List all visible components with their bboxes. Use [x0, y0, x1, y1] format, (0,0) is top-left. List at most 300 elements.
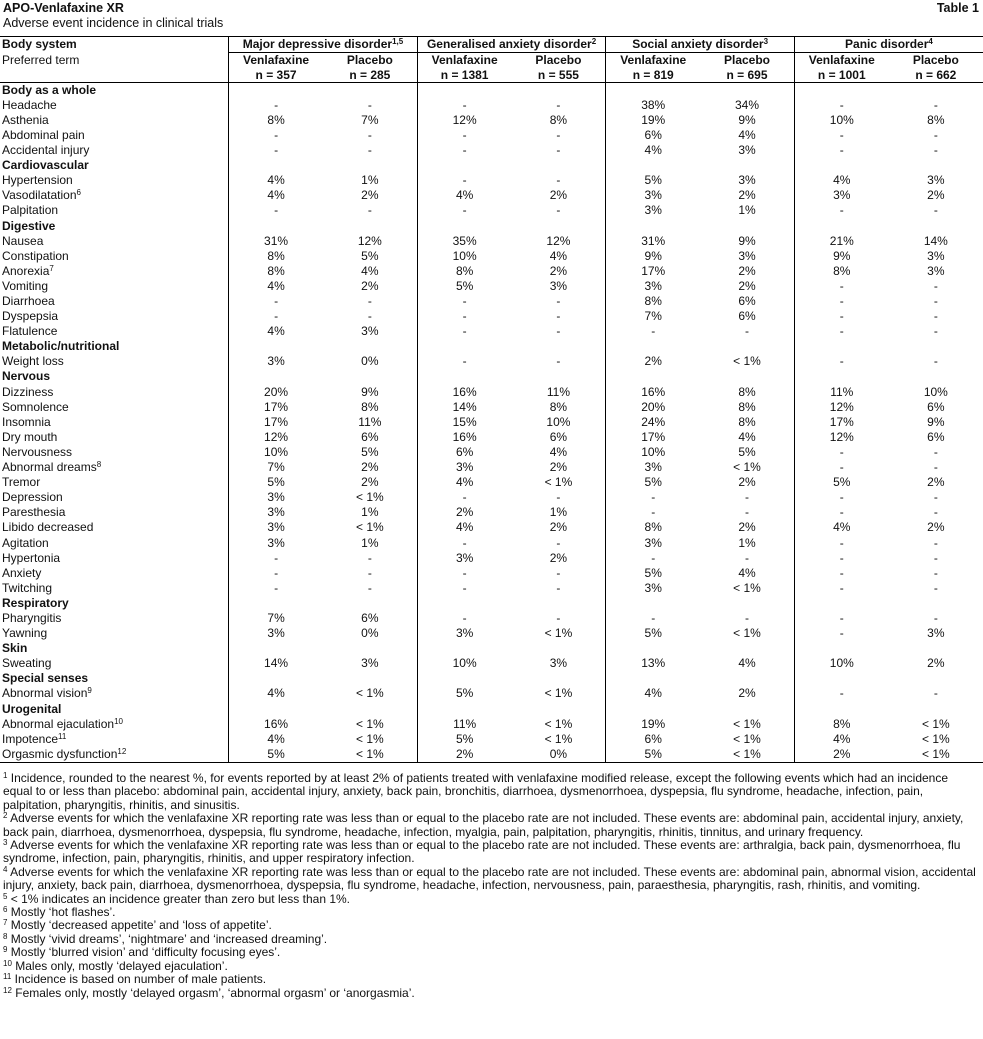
- incidence-value: 9%: [738, 233, 756, 248]
- incidence-value: -: [794, 203, 888, 218]
- empty-cell: [889, 596, 983, 611]
- incidence-value: 3%: [606, 581, 700, 596]
- incidence-value: 10%: [417, 249, 511, 264]
- incidence-value: 3%: [361, 324, 379, 339]
- incidence-value: < 1%: [921, 746, 950, 761]
- preferred-term-header: Preferred term: [2, 52, 80, 67]
- incidence-value: < 1%: [733, 354, 761, 369]
- empty-cell: [889, 219, 983, 234]
- table-row: [0, 173, 983, 188]
- incidence-value: -: [933, 610, 938, 625]
- incidence-value: 3%: [229, 490, 323, 505]
- incidence-value: -: [417, 324, 511, 339]
- empty-cell: [700, 671, 794, 686]
- preferred-term: [0, 490, 229, 505]
- superscript-note: 11: [3, 972, 12, 982]
- incidence-value: 3%: [606, 460, 700, 475]
- table-row: [0, 128, 983, 143]
- incidence-value: 16%: [606, 385, 700, 400]
- incidence-value: 4%: [417, 188, 511, 203]
- empty-cell: [417, 82, 511, 98]
- table-row: [0, 188, 983, 203]
- incidence-value: < 1%: [733, 746, 761, 761]
- term-label: Abdominal pain: [2, 127, 85, 142]
- superscript-note: 3: [3, 838, 8, 848]
- incidence-value: < 1%: [356, 520, 384, 535]
- incidence-value: < 1%: [733, 731, 761, 746]
- incidence-value: -: [794, 611, 888, 626]
- empty-cell: [606, 219, 700, 234]
- incidence-value: -: [794, 445, 888, 460]
- document-header: [3, 1, 980, 30]
- empty-cell: [606, 369, 700, 384]
- section-row: [0, 339, 983, 354]
- incidence-value: -: [933, 203, 938, 218]
- empty-cell: [606, 339, 700, 354]
- table-row: [0, 234, 983, 249]
- document-title: APO-Venlafaxine XR: [3, 1, 124, 15]
- table-row: [0, 536, 983, 551]
- incidence-value: 16%: [417, 385, 511, 400]
- group-header: [606, 37, 795, 53]
- incidence-value: 3%: [794, 188, 888, 203]
- empty-cell: [417, 369, 511, 384]
- footnote-text: Adverse events for which the venlafaxine XR reporting rate was less than or equal to the placebo rate are not included. These events are: abdominal pain, abnormal vision, accidental injury, anxiety, back pain, diarrhoea, dysmenorrhoea, dyspepsia, flu syndrome, headache, infection, nervousness, pain, paraesthesia, pharyngitis, rash, rhinitis, and vomiting.: [3, 864, 976, 893]
- incidence-value: -: [556, 309, 561, 324]
- footnote: [3, 893, 978, 906]
- group-header: [794, 37, 983, 53]
- empty-cell: [323, 702, 417, 717]
- incidence-value: 2%: [549, 263, 568, 278]
- empty-cell: [417, 158, 511, 173]
- preferred-term: [0, 626, 229, 641]
- incidence-value: -: [229, 98, 323, 113]
- preferred-term: [0, 445, 229, 460]
- incidence-value: 4%: [549, 248, 568, 263]
- incidence-value: 17%: [229, 400, 323, 415]
- term-label: Anxiety: [2, 565, 42, 580]
- incidence-value: 4%: [606, 686, 700, 701]
- table-row: [0, 430, 983, 445]
- table-row: [0, 113, 983, 128]
- incidence-value: 3%: [606, 536, 700, 551]
- incidence-value: < 1%: [544, 626, 573, 641]
- empty-cell: [794, 596, 888, 611]
- incidence-value: 8%: [606, 520, 700, 535]
- term-label: Insomnia: [2, 414, 51, 429]
- preferred-term: [0, 279, 229, 294]
- incidence-value: -: [933, 97, 938, 112]
- empty-cell: [229, 596, 323, 611]
- table-row: [0, 566, 983, 581]
- term-label: Abnormal vision: [2, 686, 88, 701]
- table-row: [0, 415, 983, 430]
- incidence-value: 10%: [606, 445, 700, 460]
- table-row: [0, 626, 983, 641]
- preferred-term: [0, 505, 229, 520]
- term-label: Flatulence: [2, 324, 58, 339]
- column-n: n = 819: [606, 68, 700, 83]
- incidence-value: 3%: [606, 188, 700, 203]
- column-header: Placebo: [346, 53, 393, 68]
- superscript-note: 10: [3, 958, 12, 968]
- preferred-term: [0, 203, 229, 218]
- term-label: Libido decreased: [2, 520, 94, 535]
- empty-cell: [323, 596, 417, 611]
- incidence-value: 8%: [794, 717, 888, 732]
- footnote-text: Males only, mostly ‘delayed ejaculation’.: [11, 958, 228, 973]
- incidence-value: 6%: [927, 399, 945, 414]
- incidence-value: < 1%: [733, 460, 761, 475]
- table-row: [0, 385, 983, 400]
- incidence-value: < 1%: [544, 731, 573, 746]
- empty-cell: [229, 82, 323, 98]
- empty-cell: [512, 339, 606, 354]
- incidence-value: -: [417, 143, 511, 158]
- empty-cell: [229, 702, 323, 717]
- table-row: [0, 460, 983, 475]
- incidence-value: -: [794, 460, 888, 475]
- incidence-value: 5%: [794, 475, 888, 490]
- empty-cell: [323, 369, 417, 384]
- incidence-value: 4%: [417, 475, 511, 490]
- incidence-value: -: [794, 279, 888, 294]
- incidence-value: 2%: [738, 263, 756, 278]
- section-row: [0, 641, 983, 656]
- incidence-value: 34%: [734, 97, 760, 112]
- incidence-value: 19%: [606, 113, 700, 128]
- superscript-note: 8: [3, 931, 8, 941]
- incidence-value: 8%: [229, 264, 323, 279]
- incidence-value: 12%: [229, 430, 323, 445]
- table-header: [0, 37, 983, 83]
- term-label: Somnolence: [2, 399, 69, 414]
- term-label: Asthenia: [2, 112, 49, 127]
- incidence-value: 4%: [794, 173, 888, 188]
- incidence-value: 7%: [606, 309, 700, 324]
- incidence-value: -: [794, 505, 888, 520]
- incidence-value: 9%: [361, 384, 379, 399]
- footnote: [3, 987, 978, 1000]
- incidence-value: 2%: [738, 686, 756, 701]
- incidence-value: 3%: [606, 279, 700, 294]
- column-header: Placebo: [535, 53, 582, 68]
- incidence-value: < 1%: [356, 731, 384, 746]
- term-label: Agitation: [2, 535, 49, 550]
- term-label: Pharyngitis: [2, 610, 62, 625]
- incidence-value: < 1%: [356, 490, 384, 505]
- incidence-value: -: [745, 505, 749, 520]
- footnote: [3, 812, 978, 839]
- table-row: [0, 747, 983, 763]
- incidence-value: 4%: [361, 263, 379, 278]
- empty-cell: [700, 82, 794, 98]
- incidence-value: 3%: [549, 278, 568, 293]
- incidence-value: 6%: [549, 429, 568, 444]
- footnote-text: Mostly ‘decreased appetite’ and ‘loss of appetite’.: [7, 918, 272, 933]
- incidence-value: 1%: [361, 505, 379, 520]
- incidence-value: 12%: [794, 400, 888, 415]
- incidence-value: -: [367, 127, 372, 142]
- empty-cell: [229, 158, 323, 173]
- incidence-value: 6%: [738, 294, 756, 308]
- incidence-value: -: [794, 324, 888, 339]
- incidence-value: -: [933, 354, 938, 369]
- empty-cell: [606, 702, 700, 717]
- incidence-value: -: [417, 309, 511, 324]
- incidence-value: 3%: [417, 460, 511, 475]
- incidence-value: -: [417, 173, 511, 188]
- incidence-value: 31%: [606, 234, 700, 249]
- section-row: [0, 671, 983, 686]
- table-row: [0, 505, 983, 520]
- incidence-value: -: [794, 143, 888, 158]
- incidence-value: 5%: [361, 444, 379, 459]
- incidence-value: 14%: [229, 656, 323, 671]
- incidence-value: -: [417, 354, 511, 369]
- section-row: [0, 82, 983, 98]
- group-header-row: [0, 37, 983, 53]
- incidence-value: 5%: [417, 279, 511, 294]
- term-label: Constipation: [2, 248, 69, 263]
- empty-cell: [700, 158, 794, 173]
- incidence-value: 4%: [606, 143, 700, 158]
- preferred-term: [0, 113, 229, 128]
- superscript-note: 7: [3, 918, 8, 928]
- footnote: [3, 906, 978, 919]
- incidence-value: 17%: [606, 264, 700, 279]
- preferred-term: [0, 520, 229, 535]
- term-label: Anorexia: [2, 263, 50, 278]
- incidence-value: -: [606, 490, 700, 505]
- empty-cell: [323, 158, 417, 173]
- superscript-note: 5: [3, 891, 8, 901]
- incidence-value: 4%: [229, 173, 323, 188]
- incidence-value: 2%: [361, 278, 379, 293]
- incidence-value: -: [794, 581, 888, 596]
- empty-cell: [323, 219, 417, 234]
- incidence-value: < 1%: [733, 626, 761, 641]
- incidence-value: 10%: [794, 113, 888, 128]
- empty-cell: [417, 339, 511, 354]
- incidence-value: -: [933, 127, 938, 142]
- preferred-term: [0, 324, 229, 339]
- incidence-value: -: [229, 203, 323, 218]
- empty-cell: [512, 158, 606, 173]
- incidence-value: 11%: [358, 414, 382, 429]
- adverse-events-table: [0, 36, 983, 763]
- incidence-value: 2%: [606, 354, 700, 369]
- empty-cell: [512, 702, 606, 717]
- incidence-value: -: [933, 324, 938, 339]
- table-row: [0, 400, 983, 415]
- column-n: n = 357: [229, 68, 323, 83]
- footnote-text: Females only, mostly ‘delayed orgasm’, ‘abnormal orgasm’ or ‘anorgasmia’.: [11, 985, 415, 1000]
- incidence-value: 5%: [606, 747, 700, 763]
- incidence-value: 9%: [606, 249, 700, 264]
- incidence-value: 2%: [927, 656, 945, 671]
- empty-cell: [889, 702, 983, 717]
- incidence-value: 8%: [549, 112, 568, 127]
- section-row: [0, 702, 983, 717]
- footnotes: [3, 772, 978, 1000]
- section-name: Special senses: [2, 671, 89, 686]
- empty-cell: [512, 82, 606, 98]
- empty-cell: [794, 339, 888, 354]
- incidence-value: 7%: [229, 611, 323, 626]
- section-name: Body as a whole: [2, 82, 97, 97]
- preferred-term: [0, 385, 229, 400]
- empty-cell: [606, 641, 700, 656]
- footnote-text: Mostly ‘blurred vision’ and ‘difficulty focusing eyes’.: [7, 945, 281, 960]
- incidence-value: 2%: [417, 505, 511, 520]
- table-row: [0, 656, 983, 671]
- incidence-value: -: [417, 294, 511, 309]
- document-subtitle: Adverse event incidence in clinical trials: [3, 16, 224, 30]
- incidence-value: 5%: [229, 475, 323, 490]
- footnote-text: Mostly ‘vivid dreams’, ‘nightmare’ and ‘increased dreaming’.: [7, 931, 328, 946]
- incidence-value: < 1%: [733, 716, 761, 731]
- term-label: Nausea: [2, 233, 44, 248]
- preferred-term: [0, 249, 229, 264]
- incidence-value: 1%: [549, 505, 568, 520]
- incidence-value: -: [606, 324, 700, 339]
- incidence-value: 35%: [417, 234, 511, 249]
- term-label: Tremor: [2, 475, 41, 490]
- empty-cell: [889, 671, 983, 686]
- incidence-value: 3%: [738, 248, 756, 263]
- empty-cell: [889, 339, 983, 354]
- incidence-value: 2%: [549, 460, 568, 475]
- incidence-value: 3%: [229, 626, 323, 641]
- incidence-value: 3%: [229, 520, 323, 535]
- table-row: [0, 551, 983, 566]
- incidence-value: 2%: [927, 188, 945, 203]
- incidence-value: 5%: [606, 566, 700, 581]
- incidence-value: -: [933, 294, 938, 308]
- footnote-text: Adverse events for which the venlafaxine XR reporting rate was less than or equal to the placebo rate are not included. These events are: abdominal pain, accidental injury, anxiety, back pain, diarrhoea, dysmenorrhoea, dyspepsia, flu syndrome, headache, infection, myalgia, pain, palpitation, pharyngitis, rhinitis, tinnitus, and urinary frequency.: [3, 811, 964, 839]
- incidence-value: -: [367, 97, 372, 112]
- incidence-value: < 1%: [356, 746, 384, 761]
- incidence-value: < 1%: [544, 475, 573, 490]
- group-header-label: Generalised anxiety disorder: [426, 37, 592, 51]
- empty-cell: [229, 641, 323, 656]
- incidence-value: -: [367, 143, 372, 158]
- term-label: Paresthesia: [2, 505, 66, 520]
- incidence-value: 2%: [927, 520, 945, 535]
- incidence-value: 4%: [549, 444, 568, 459]
- preferred-term: [0, 309, 229, 324]
- superscript-note: 10: [114, 716, 123, 726]
- table-row: [0, 249, 983, 264]
- table-row: [0, 98, 983, 113]
- incidence-value: -: [933, 565, 938, 580]
- incidence-value: -: [933, 278, 938, 293]
- incidence-value: -: [556, 354, 561, 369]
- term-label: Vasodilatation: [2, 188, 77, 203]
- section-row: [0, 369, 983, 384]
- incidence-value: -: [794, 566, 888, 581]
- incidence-value: 14%: [923, 233, 948, 248]
- empty-cell: [323, 641, 417, 656]
- term-label: Headache: [2, 97, 57, 112]
- incidence-value: 7%: [229, 460, 323, 475]
- term-label: Vomiting: [2, 278, 49, 293]
- column-header: Placebo: [912, 53, 959, 68]
- incidence-value: 3%: [606, 203, 700, 218]
- incidence-value: 10%: [923, 384, 948, 399]
- table-row: [0, 520, 983, 535]
- incidence-value: 6%: [361, 610, 379, 625]
- incidence-value: -: [556, 580, 561, 595]
- preferred-term: [0, 475, 229, 490]
- incidence-value: 3%: [927, 173, 945, 188]
- incidence-value: -: [367, 565, 372, 580]
- incidence-value: 5%: [606, 475, 700, 490]
- incidence-value: -: [229, 143, 323, 158]
- column-header: Placebo: [723, 53, 771, 68]
- incidence-value: -: [933, 505, 938, 520]
- incidence-value: 38%: [606, 98, 700, 113]
- preferred-term: [0, 717, 229, 732]
- term-label: Nervousness: [2, 444, 73, 459]
- incidence-value: 8%: [738, 384, 756, 399]
- empty-cell: [417, 702, 511, 717]
- empty-cell: [794, 82, 888, 98]
- preferred-term: [0, 173, 229, 188]
- term-label: Weight loss: [2, 354, 64, 369]
- incidence-value: < 1%: [356, 716, 384, 731]
- incidence-value: 2%: [549, 520, 568, 535]
- incidence-value: -: [229, 551, 323, 566]
- incidence-value: -: [933, 143, 938, 158]
- header-spacer: [0, 68, 229, 83]
- empty-cell: [794, 702, 888, 717]
- incidence-value: 4%: [738, 565, 756, 580]
- column-header: Venlafaxine: [606, 53, 700, 68]
- empty-cell: [700, 596, 794, 611]
- incidence-value: 6%: [606, 732, 700, 747]
- incidence-value: 2%: [417, 747, 511, 763]
- incidence-value: -: [933, 580, 938, 595]
- incidence-value: -: [794, 128, 888, 143]
- incidence-value: 20%: [229, 385, 323, 400]
- incidence-value: 3%: [417, 626, 511, 641]
- incidence-value: 24%: [606, 415, 700, 430]
- preferred-term: [0, 415, 229, 430]
- incidence-value: 9%: [738, 112, 756, 127]
- incidence-value: 3%: [738, 143, 756, 158]
- term-label: Accidental injury: [2, 143, 90, 158]
- incidence-value: 4%: [738, 429, 756, 444]
- empty-cell: [794, 369, 888, 384]
- table-row: [0, 324, 983, 339]
- table-row: [0, 143, 983, 158]
- superscript-note: 4: [928, 37, 933, 46]
- body-system-header: Body system: [2, 37, 77, 52]
- incidence-value: 5%: [738, 444, 756, 459]
- incidence-value: 3%: [229, 536, 323, 551]
- superscript-note: 8: [96, 460, 102, 470]
- footnote: [3, 933, 978, 946]
- superscript-note: 6: [76, 188, 81, 198]
- superscript-note: 4: [3, 864, 8, 874]
- incidence-value: 21%: [794, 234, 888, 249]
- empty-cell: [889, 369, 983, 384]
- incidence-value: -: [556, 143, 561, 158]
- superscript-note: 12: [3, 985, 12, 995]
- empty-cell: [229, 339, 323, 354]
